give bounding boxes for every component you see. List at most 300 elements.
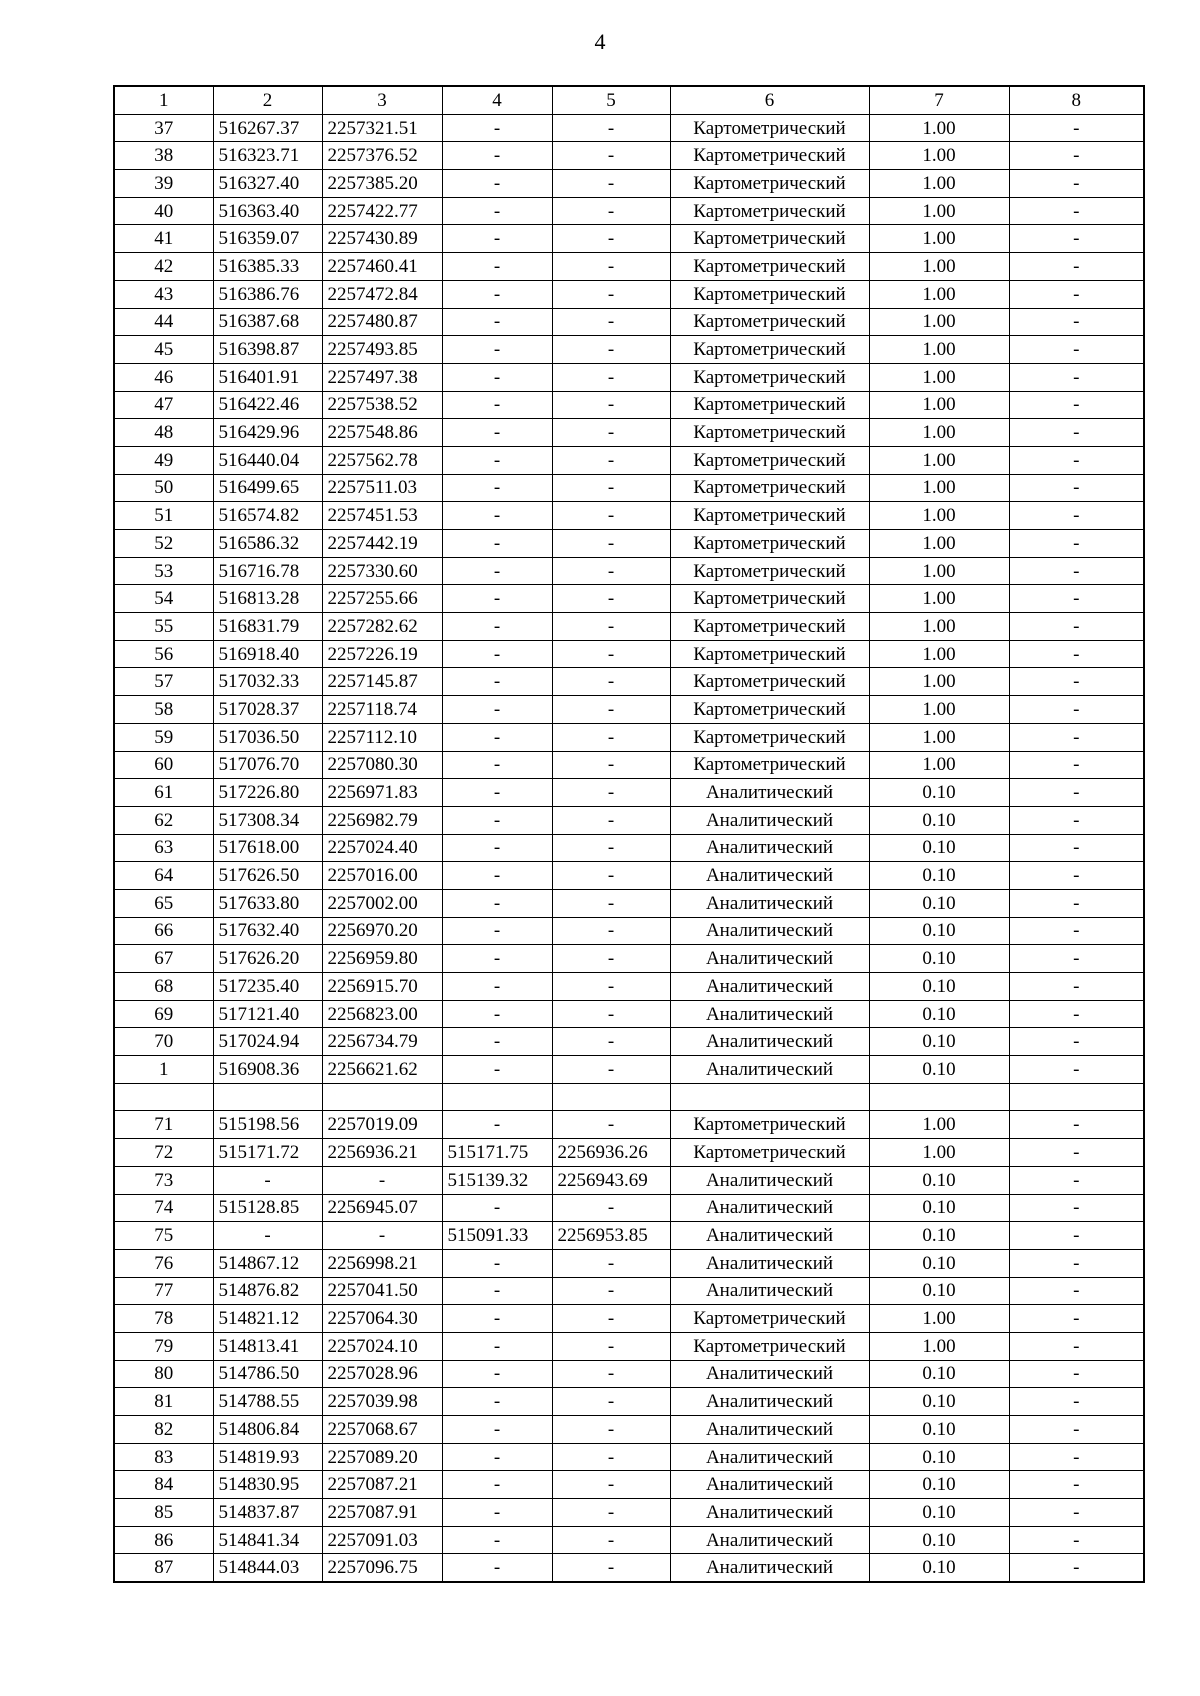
table-cell: 70: [114, 1028, 213, 1056]
table-cell: 516359.07: [213, 225, 322, 253]
table-cell: Картометрический: [670, 723, 869, 751]
table-cell: 0.10: [869, 1388, 1009, 1416]
table-cell: 1.00: [869, 502, 1009, 530]
table-cell: 2256915.70: [322, 973, 442, 1001]
table-cell: 2257538.52: [322, 391, 442, 419]
table-cell: -: [442, 1471, 552, 1499]
table-cell: Картометрический: [670, 280, 869, 308]
table-cell: 515128.85: [213, 1194, 322, 1222]
table-row: [114, 446, 1144, 474]
table-cell: 516918.40: [213, 640, 322, 668]
table-cell: -: [442, 613, 552, 641]
table-cell: 517076.70: [213, 751, 322, 779]
table-cell: -: [1009, 1194, 1144, 1222]
table-cell: 2257112.10: [322, 723, 442, 751]
table-cell: 2257430.89: [322, 225, 442, 253]
table-cell: Картометрический: [670, 142, 869, 170]
table-cell: -: [442, 419, 552, 447]
table-cell: 516574.82: [213, 502, 322, 530]
table-cell: -: [1009, 336, 1144, 364]
table-cell: -: [442, 502, 552, 530]
table-cell: 0.10: [869, 1000, 1009, 1028]
table-cell: 2257091.03: [322, 1526, 442, 1554]
table-cell: -: [552, 114, 670, 142]
table-cell: 514841.34: [213, 1526, 322, 1554]
table-cell: 516499.65: [213, 474, 322, 502]
table-cell: 50: [114, 474, 213, 502]
table-cell: Картометрический: [670, 197, 869, 225]
table-cell: 1.00: [869, 1111, 1009, 1139]
table-cell: 2257016.00: [322, 862, 442, 890]
table-cell: 517632.40: [213, 917, 322, 945]
table-row: [114, 1083, 1144, 1111]
table-cell: 2257282.62: [322, 613, 442, 641]
table-cell: 38: [114, 142, 213, 170]
table-cell: -: [552, 363, 670, 391]
table-cell: 517121.40: [213, 1000, 322, 1028]
table-cell: Аналитический: [670, 1360, 869, 1388]
table-cell: 2257497.38: [322, 363, 442, 391]
table-cell: Аналитический: [670, 1056, 869, 1084]
table-cell: 517036.50: [213, 723, 322, 751]
table-cell: 515171.75: [442, 1139, 552, 1167]
table-cell: -: [1009, 1166, 1144, 1194]
table-cell: 2257145.87: [322, 668, 442, 696]
table-cell: -: [442, 723, 552, 751]
table-cell: 516716.78: [213, 557, 322, 585]
table-row: [114, 308, 1144, 336]
table-cell: 0.10: [869, 889, 1009, 917]
table-cell: 41: [114, 225, 213, 253]
table-row: [114, 225, 1144, 253]
table-row: [114, 1249, 1144, 1277]
table-cell: -: [552, 1000, 670, 1028]
table-row: [114, 889, 1144, 917]
table-cell: Картометрический: [670, 336, 869, 364]
table-cell: 2257480.87: [322, 308, 442, 336]
table-cell: -: [442, 336, 552, 364]
table-cell: -: [213, 1166, 322, 1194]
table-cell: 2256971.83: [322, 779, 442, 807]
table-cell: -: [552, 973, 670, 1001]
table-cell: -: [1009, 1443, 1144, 1471]
table-cell: -: [442, 1554, 552, 1582]
table-cell: 2257118.74: [322, 696, 442, 724]
table-cell: 517308.34: [213, 806, 322, 834]
table-cell: 515139.32: [442, 1166, 552, 1194]
table-cell: -: [1009, 1305, 1144, 1333]
table-row: [114, 530, 1144, 558]
table-row: [114, 640, 1144, 668]
table-cell: -: [213, 1222, 322, 1250]
table-cell: [869, 1083, 1009, 1111]
table-cell: 0.10: [869, 1554, 1009, 1582]
table-cell: [213, 1083, 322, 1111]
table-cell: 59: [114, 723, 213, 751]
table-cell: 516327.40: [213, 170, 322, 198]
table-cell: 2257028.96: [322, 1360, 442, 1388]
table-header-row: [114, 86, 1144, 114]
table-cell: -: [552, 1028, 670, 1056]
table-row: [114, 336, 1144, 364]
table-cell: -: [1009, 391, 1144, 419]
table-cell: 1.00: [869, 585, 1009, 613]
table-cell: 517226.80: [213, 779, 322, 807]
table-cell: Картометрический: [670, 696, 869, 724]
table-cell: Картометрический: [670, 308, 869, 336]
table-cell: Картометрический: [670, 668, 869, 696]
table-cell: -: [1009, 1000, 1144, 1028]
table-cell: 514876.82: [213, 1277, 322, 1305]
table-cell: 516908.36: [213, 1056, 322, 1084]
table-cell: 1.00: [869, 280, 1009, 308]
table-cell: 37: [114, 114, 213, 142]
table-cell: Картометрический: [670, 1139, 869, 1167]
table-cell: 39: [114, 170, 213, 198]
table-cell: 0.10: [869, 917, 1009, 945]
table-cell: -: [442, 751, 552, 779]
table-cell: -: [552, 696, 670, 724]
table-cell: -: [552, 1388, 670, 1416]
table-cell: Аналитический: [670, 917, 869, 945]
table-row: [114, 1277, 1144, 1305]
table-cell: -: [1009, 696, 1144, 724]
table-cell: 69: [114, 1000, 213, 1028]
table-cell: 2257080.30: [322, 751, 442, 779]
table-cell: -: [1009, 280, 1144, 308]
table-cell: -: [442, 225, 552, 253]
table-cell: -: [442, 1499, 552, 1527]
table-cell: 517032.33: [213, 668, 322, 696]
table-cell: 2256936.21: [322, 1139, 442, 1167]
table-cell: -: [552, 308, 670, 336]
table-cell: -: [1009, 1499, 1144, 1527]
page-number: 4: [594, 29, 606, 54]
table-cell: -: [442, 917, 552, 945]
table-cell: -: [552, 779, 670, 807]
table-cell: 1: [114, 1056, 213, 1084]
table-cell: -: [1009, 585, 1144, 613]
table-cell: 514786.50: [213, 1360, 322, 1388]
table-cell: 2256936.26: [552, 1139, 670, 1167]
table-cell: 0.10: [869, 1443, 1009, 1471]
table-cell: 0.10: [869, 779, 1009, 807]
table-cell: -: [442, 142, 552, 170]
table-cell: 0.10: [869, 1056, 1009, 1084]
table-cell: 517235.40: [213, 973, 322, 1001]
table-cell: -: [552, 1305, 670, 1333]
table-cell: Аналитический: [670, 1388, 869, 1416]
table-cell: 516323.71: [213, 142, 322, 170]
table-cell: [1009, 1083, 1144, 1111]
table-cell: -: [552, 280, 670, 308]
table-cell: 0.10: [869, 806, 1009, 834]
table-cell: -: [1009, 1139, 1144, 1167]
table-cell: -: [552, 640, 670, 668]
table-cell: 516385.33: [213, 253, 322, 281]
table-cell: -: [322, 1166, 442, 1194]
table-cell: -: [442, 889, 552, 917]
table-cell: Картометрический: [670, 585, 869, 613]
table-cell: -: [1009, 668, 1144, 696]
table-row: [114, 1416, 1144, 1444]
table-cell: Аналитический: [670, 973, 869, 1001]
table-cell: -: [552, 613, 670, 641]
table-row: [114, 1056, 1144, 1084]
table-cell: 516440.04: [213, 446, 322, 474]
table-row: [114, 668, 1144, 696]
table-cell: -: [442, 114, 552, 142]
table-cell: 1.00: [869, 557, 1009, 585]
table-cell: 1.00: [869, 170, 1009, 198]
table-cell: 84: [114, 1471, 213, 1499]
table-cell: 2256734.79: [322, 1028, 442, 1056]
table-cell: 74: [114, 1194, 213, 1222]
table-row: [114, 391, 1144, 419]
table-row: [114, 834, 1144, 862]
table-cell: -: [552, 1499, 670, 1527]
table-cell: -: [1009, 945, 1144, 973]
table-cell: 47: [114, 391, 213, 419]
table-cell: -: [442, 253, 552, 281]
table-cell: 515091.33: [442, 1222, 552, 1250]
table-cell: -: [552, 336, 670, 364]
table-cell: -: [1009, 170, 1144, 198]
table-cell: -: [442, 696, 552, 724]
table-cell: 63: [114, 834, 213, 862]
table-row: [114, 114, 1144, 142]
table-cell: 517626.50: [213, 862, 322, 890]
table-row: [114, 1443, 1144, 1471]
table-cell: 1.00: [869, 474, 1009, 502]
table-cell: 0.10: [869, 1277, 1009, 1305]
table-cell: Аналитический: [670, 1194, 869, 1222]
table-cell: -: [1009, 1277, 1144, 1305]
table-cell: -: [1009, 446, 1144, 474]
table-cell: 516429.96: [213, 419, 322, 447]
table-cell: Картометрический: [670, 530, 869, 558]
table-cell: -: [552, 1249, 670, 1277]
table-cell: 0.10: [869, 1416, 1009, 1444]
column-header: 1: [114, 86, 213, 114]
table-cell: Аналитический: [670, 1554, 869, 1582]
table-cell: 82: [114, 1416, 213, 1444]
table-row: [114, 1499, 1144, 1527]
table-cell: -: [552, 1194, 670, 1222]
table-cell: 52: [114, 530, 213, 558]
table-row: [114, 613, 1144, 641]
table-row: [114, 1000, 1144, 1028]
table-cell: 2257002.00: [322, 889, 442, 917]
table-cell: 2256959.80: [322, 945, 442, 973]
table-cell: -: [1009, 197, 1144, 225]
coordinates-table: [113, 85, 1145, 1583]
table-cell: -: [322, 1222, 442, 1250]
table-row: [114, 1305, 1144, 1333]
table-cell: Картометрический: [670, 253, 869, 281]
table-cell: [322, 1083, 442, 1111]
table-cell: Аналитический: [670, 1249, 869, 1277]
table-cell: 0.10: [869, 834, 1009, 862]
table-row: [114, 1526, 1144, 1554]
table-cell: -: [552, 1056, 670, 1084]
table-cell: 42: [114, 253, 213, 281]
table-cell: 0.10: [869, 1526, 1009, 1554]
table-cell: -: [442, 862, 552, 890]
table-cell: 2257041.50: [322, 1277, 442, 1305]
column-header: 4: [442, 86, 552, 114]
table-cell: -: [442, 806, 552, 834]
table-cell: -: [442, 280, 552, 308]
table-cell: Картометрический: [670, 170, 869, 198]
table-cell: -: [442, 391, 552, 419]
table-cell: 2257064.30: [322, 1305, 442, 1333]
table-row: [114, 1194, 1144, 1222]
table-cell: 2257068.67: [322, 1416, 442, 1444]
table-cell: 45: [114, 336, 213, 364]
table-cell: 1.00: [869, 253, 1009, 281]
table-cell: 2257422.77: [322, 197, 442, 225]
table-cell: -: [442, 973, 552, 1001]
table-cell: -: [552, 1332, 670, 1360]
table-cell: 65: [114, 889, 213, 917]
table-cell: 2257024.10: [322, 1332, 442, 1360]
table-cell: -: [552, 197, 670, 225]
table-cell: 2256970.20: [322, 917, 442, 945]
table-cell: 55: [114, 613, 213, 641]
table-cell: 72: [114, 1139, 213, 1167]
table-cell: 48: [114, 419, 213, 447]
table-cell: -: [442, 668, 552, 696]
table-cell: 516401.91: [213, 363, 322, 391]
table-cell: -: [1009, 1249, 1144, 1277]
table-cell: 76: [114, 1249, 213, 1277]
table-cell: Аналитический: [670, 1416, 869, 1444]
table-row: [114, 253, 1144, 281]
table-cell: -: [442, 1111, 552, 1139]
table-cell: -: [1009, 889, 1144, 917]
table-cell: -: [552, 1526, 670, 1554]
table-cell: -: [552, 723, 670, 751]
table-cell: 0.10: [869, 862, 1009, 890]
table-cell: -: [442, 1056, 552, 1084]
table-cell: 516267.37: [213, 114, 322, 142]
table-cell: -: [1009, 1554, 1144, 1582]
table-cell: 516831.79: [213, 613, 322, 641]
table-cell: 1.00: [869, 1305, 1009, 1333]
table-cell: -: [1009, 779, 1144, 807]
table-row: [114, 1166, 1144, 1194]
table-row: [114, 502, 1144, 530]
table-cell: 0.10: [869, 1166, 1009, 1194]
table-cell: 2256945.07: [322, 1194, 442, 1222]
table-cell: -: [1009, 1416, 1144, 1444]
table-cell: [442, 1083, 552, 1111]
table-cell: Картометрический: [670, 1111, 869, 1139]
table-cell: -: [552, 1277, 670, 1305]
table-cell: Аналитический: [670, 1166, 869, 1194]
table-cell: 51: [114, 502, 213, 530]
table-cell: -: [1009, 1526, 1144, 1554]
table-cell: 517618.00: [213, 834, 322, 862]
table-cell: 516363.40: [213, 197, 322, 225]
table-cell: -: [1009, 751, 1144, 779]
table-cell: 2256953.85: [552, 1222, 670, 1250]
table-cell: 1.00: [869, 1139, 1009, 1167]
table-cell: -: [442, 308, 552, 336]
table-cell: 0.10: [869, 945, 1009, 973]
table-cell: -: [552, 1111, 670, 1139]
table-cell: -: [1009, 723, 1144, 751]
table-cell: 43: [114, 280, 213, 308]
table-row: [114, 1360, 1144, 1388]
table-cell: 514806.84: [213, 1416, 322, 1444]
table-cell: 83: [114, 1443, 213, 1471]
table-cell: 0.10: [869, 1194, 1009, 1222]
table-cell: -: [552, 1360, 670, 1388]
table-row: [114, 1471, 1144, 1499]
table-cell: -: [1009, 862, 1144, 890]
table-row: [114, 917, 1144, 945]
table-cell: 1.00: [869, 225, 1009, 253]
table-cell: -: [442, 945, 552, 973]
table-cell: -: [552, 391, 670, 419]
table-cell: -: [1009, 1222, 1144, 1250]
column-header: 3: [322, 86, 442, 114]
table-cell: 1.00: [869, 696, 1009, 724]
table-cell: -: [552, 889, 670, 917]
table-cell: 517024.94: [213, 1028, 322, 1056]
table-cell: Аналитический: [670, 779, 869, 807]
table-cell: 2257321.51: [322, 114, 442, 142]
table-cell: 71: [114, 1111, 213, 1139]
table-cell: -: [442, 834, 552, 862]
table-cell: -: [1009, 806, 1144, 834]
table-cell: -: [1009, 1332, 1144, 1360]
table-row: [114, 280, 1144, 308]
column-header: 5: [552, 86, 670, 114]
table-cell: -: [442, 640, 552, 668]
table-cell: 1.00: [869, 751, 1009, 779]
table-cell: -: [552, 834, 670, 862]
table-row: [114, 1554, 1144, 1582]
table-cell: -: [1009, 142, 1144, 170]
table-cell: 514788.55: [213, 1388, 322, 1416]
table-row: [114, 474, 1144, 502]
column-header: 8: [1009, 86, 1144, 114]
table-cell: 516398.87: [213, 336, 322, 364]
table-cell: 77: [114, 1277, 213, 1305]
table-cell: 514813.41: [213, 1332, 322, 1360]
table-cell: 516586.32: [213, 530, 322, 558]
table-cell: 2257024.40: [322, 834, 442, 862]
table-cell: Аналитический: [670, 1028, 869, 1056]
table-cell: 2256823.00: [322, 1000, 442, 1028]
table-cell: -: [442, 1000, 552, 1028]
table-cell: Картометрический: [670, 502, 869, 530]
table-cell: -: [552, 474, 670, 502]
table-cell: 67: [114, 945, 213, 973]
table-cell: -: [442, 1305, 552, 1333]
table-cell: -: [1009, 1388, 1144, 1416]
table-row: [114, 1222, 1144, 1250]
table-cell: 57: [114, 668, 213, 696]
table-cell: 2257548.86: [322, 419, 442, 447]
table-cell: 81: [114, 1388, 213, 1416]
table-cell: 1.00: [869, 308, 1009, 336]
table-cell: -: [442, 1360, 552, 1388]
table-cell: 1.00: [869, 142, 1009, 170]
